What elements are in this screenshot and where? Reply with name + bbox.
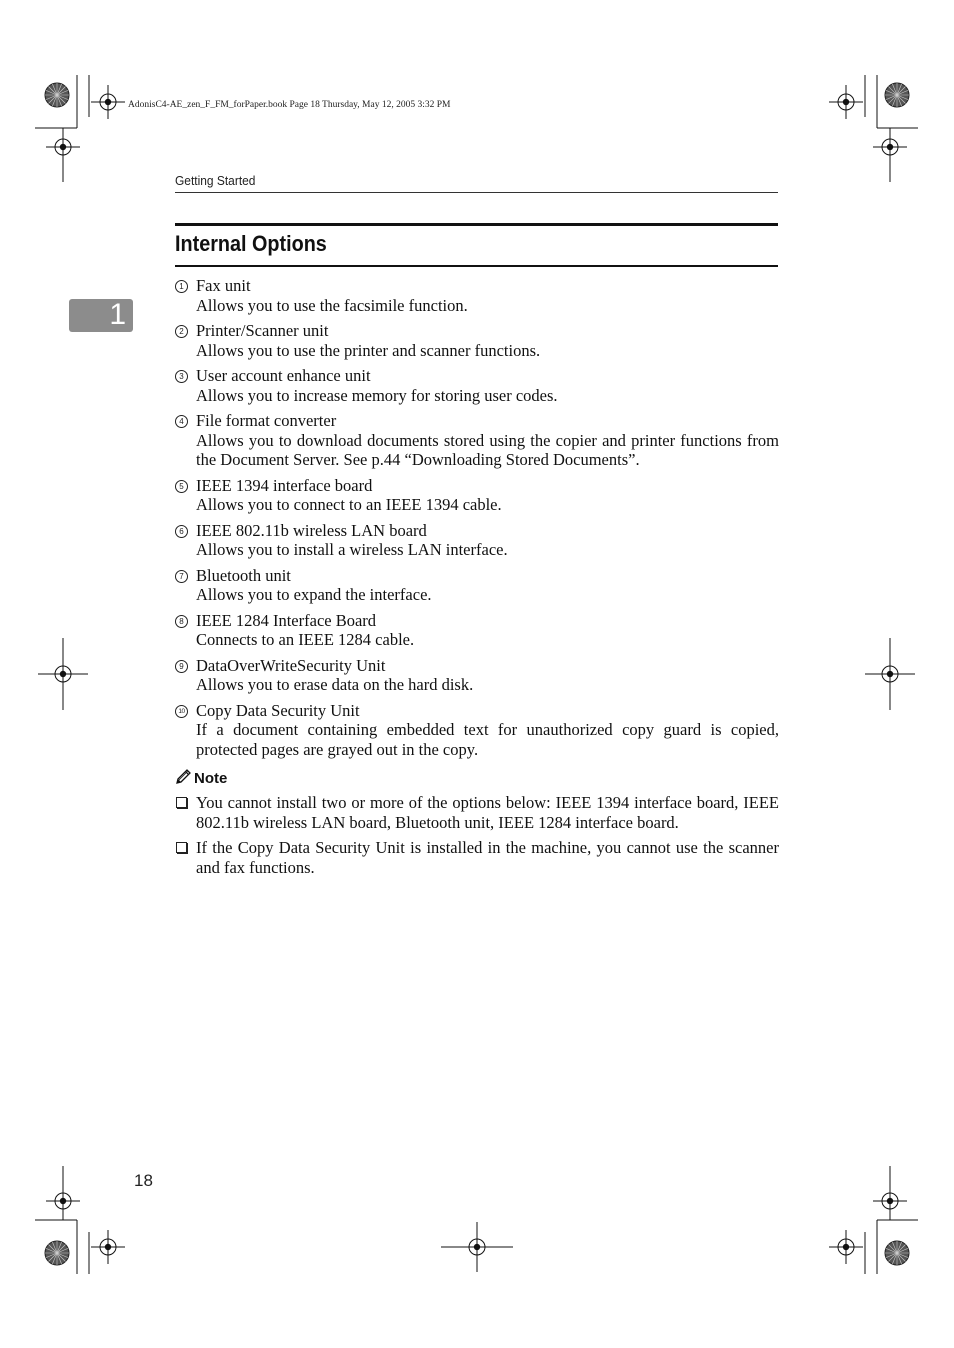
star-target-bottom-right bbox=[885, 1241, 909, 1265]
note-text: If the Copy Data Security Unit is installed in the machine, you cannot use the scanner and fax functions. bbox=[196, 838, 779, 877]
title-rule-top bbox=[175, 223, 778, 226]
star-target-bottom-left bbox=[45, 1241, 69, 1265]
star-target-top-left bbox=[45, 83, 69, 107]
item-number-marker: 1 bbox=[175, 280, 188, 293]
item-number-marker: 10 bbox=[175, 705, 188, 718]
item-description: Allows you to increase memory for storing user codes. bbox=[196, 385, 558, 405]
item-name: Bluetooth unit bbox=[196, 565, 291, 585]
registration-mark-bottom-right-2 bbox=[829, 1230, 863, 1264]
item-number-marker: 7 bbox=[175, 570, 188, 583]
note-bullet bbox=[175, 838, 779, 877]
registration-mark-bottom-left-2 bbox=[91, 1230, 125, 1264]
item-number-marker: 3 bbox=[175, 370, 188, 383]
item-name: DataOverWriteSecurity Unit bbox=[196, 655, 386, 675]
page-number: 18 bbox=[134, 1171, 153, 1190]
registration-mark-top-left-1 bbox=[91, 85, 125, 119]
item-number-marker: 6 bbox=[175, 525, 188, 538]
options-list bbox=[175, 276, 779, 765]
running-header: Getting Started bbox=[175, 173, 256, 188]
item-description: Connects to an IEEE 1284 cable. bbox=[196, 630, 415, 649]
checkbox-icon bbox=[176, 797, 187, 808]
list-item bbox=[175, 366, 779, 405]
note-label: Note bbox=[194, 770, 228, 787]
header-divider bbox=[175, 192, 778, 193]
chapter-tab bbox=[69, 299, 133, 332]
item-number-marker: 9 bbox=[175, 660, 188, 673]
item-name: File format converter bbox=[196, 411, 337, 430]
list-item bbox=[175, 611, 779, 650]
title-rule-bottom bbox=[175, 265, 778, 267]
item-name: Copy Data Security Unit bbox=[196, 700, 360, 720]
item-name: User account enhance unit bbox=[196, 366, 371, 385]
item-description: Allows you to use the printer and scanner functions. bbox=[196, 340, 541, 360]
note-text: You cannot install two or more of the options below: IEEE 1394 interface board, IEEE 802.11b wireless LAN board, Bluetooth unit, IEEE 1284 interface board. bbox=[196, 793, 779, 832]
item-name: Printer/Scanner unit bbox=[196, 321, 329, 340]
item-name: IEEE 802.11b wireless LAN board bbox=[196, 520, 427, 540]
pencil-icon bbox=[175, 769, 192, 785]
list-item bbox=[175, 566, 779, 605]
item-number-marker: 2 bbox=[175, 325, 188, 338]
item-number-marker: 8 bbox=[175, 615, 188, 628]
item-description: Allows you to download documents stored using the copier and printer functions from the Document Server. See p.44 “Downloading Stored Documents”. bbox=[196, 430, 779, 469]
list-item bbox=[175, 656, 779, 695]
note-heading bbox=[175, 769, 227, 787]
item-name: Fax unit bbox=[196, 276, 251, 295]
item-description: Allows you to expand the interface. bbox=[196, 585, 432, 604]
registration-mark-top-right-1 bbox=[829, 85, 863, 119]
note-list bbox=[175, 793, 779, 883]
list-item bbox=[175, 521, 779, 560]
list-item bbox=[175, 321, 779, 360]
item-name: IEEE 1394 interface board bbox=[196, 475, 373, 495]
chapter-number: 1 bbox=[109, 298, 126, 331]
item-name: IEEE 1284 Interface Board bbox=[196, 610, 377, 630]
item-description: Allows you to install a wireless LAN interface. bbox=[196, 540, 508, 559]
print-slug: AdonisC4-AE_zen_F_FM_forPaper.book Page 18 Thursday, May 12, 2005 3:32 PM bbox=[128, 100, 451, 110]
item-description: If a document containing embedded text for unauthorized copy guard is copied, protected pages are grayed out in the copy. bbox=[196, 720, 779, 759]
list-item bbox=[175, 701, 779, 760]
star-target-top-right bbox=[885, 83, 909, 107]
item-description: Allows you to connect to an IEEE 1394 cable. bbox=[196, 495, 502, 514]
list-item bbox=[175, 276, 779, 315]
list-item bbox=[175, 411, 779, 470]
item-description: Allows you to erase data on the hard disk. bbox=[196, 675, 474, 694]
list-item bbox=[175, 476, 779, 515]
section-title: Internal Options bbox=[175, 231, 327, 256]
item-number-marker: 4 bbox=[175, 415, 188, 428]
item-number-marker: 5 bbox=[175, 480, 188, 493]
note-bullet bbox=[175, 793, 779, 832]
item-description: Allows you to use the facsimile function. bbox=[196, 295, 468, 315]
checkbox-icon bbox=[176, 842, 187, 853]
